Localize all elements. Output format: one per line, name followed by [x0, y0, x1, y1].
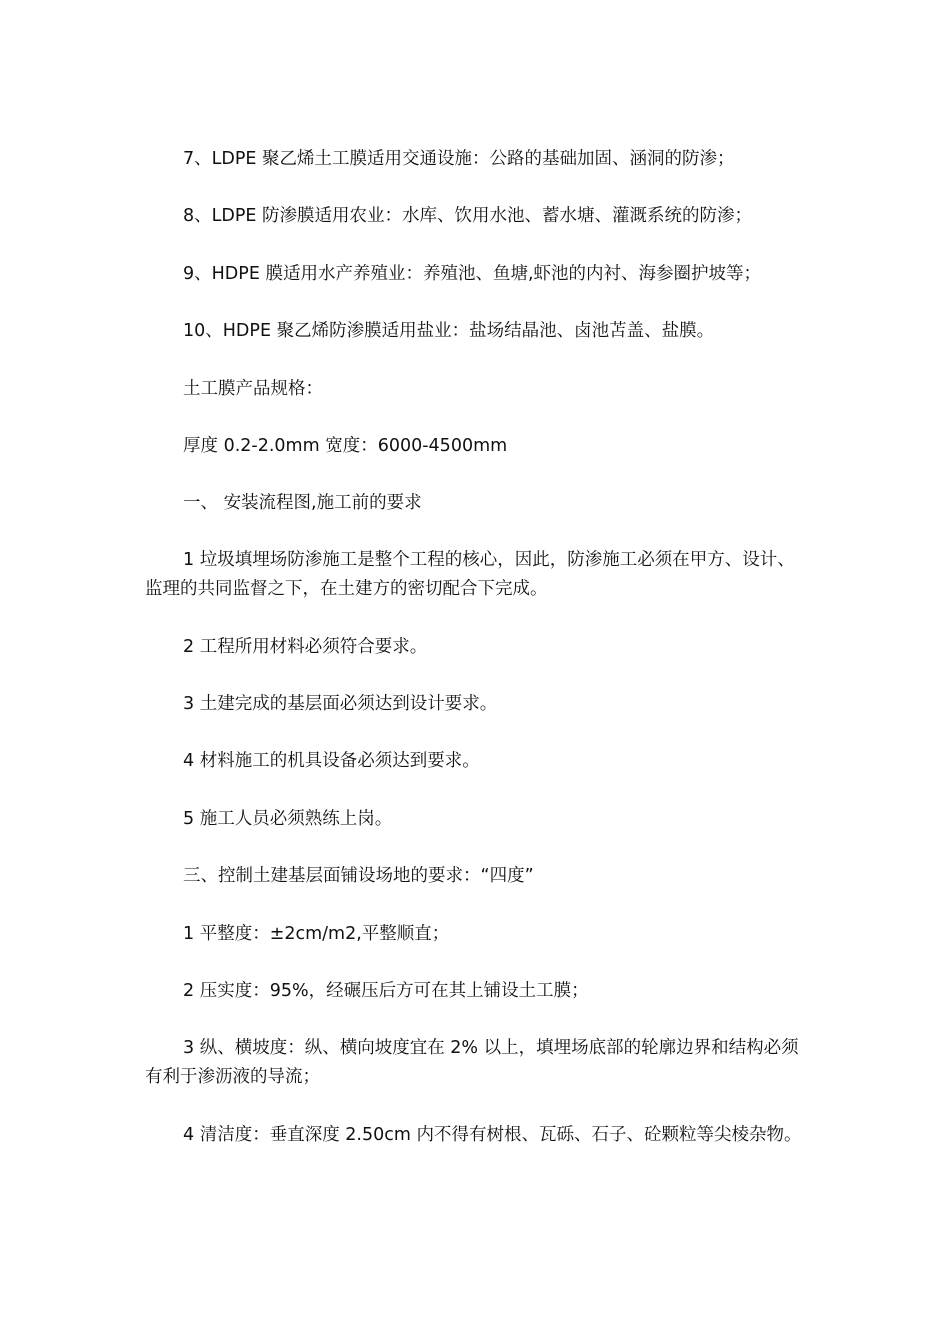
paragraph-9-hdpe-aquaculture: 9、HDPE 膜适用水产养殖业：养殖池、鱼塘,虾池的内衬、海参圈护坡等；	[183, 264, 762, 284]
paragraph-8-ldpe-agriculture: 8、LDPE 防渗膜适用农业：水库、饮用水池、蓄水塘、灌溉系统的防渗；	[183, 206, 753, 226]
paragraph-spec-heading: 土工膜产品规格：	[183, 379, 323, 399]
paragraph-cleanliness: 4 清洁度：垂直深度 2.50cm 内不得有树根、瓦砾、石子、砼颗粒等尖棱杂物。	[183, 1125, 802, 1145]
paragraph-requirement-2: 2 工程所用材料必须符合要求。	[183, 637, 428, 657]
paragraph-compaction: 2 压实度：95%，经碾压后方可在其上铺设土工膜；	[183, 981, 589, 1001]
section-heading-four-degrees: 三、控制土建基层面铺设场地的要求：“四度”	[183, 866, 534, 886]
paragraph-flatness: 1 平整度：±2cm/m2,平整顺直；	[183, 924, 450, 944]
section-heading-installation: 一、 安装流程图,施工前的要求	[183, 493, 422, 513]
paragraph-requirement-4: 4 材料施工的机具设备必须达到要求。	[183, 751, 480, 771]
paragraph-spec-values: 厚度 0.2-2.0mm 宽度：6000-4500mm	[183, 436, 508, 456]
paragraph-7-ldpe-traffic: 7、LDPE 聚乙烯土工膜适用交通设施：公路的基础加固、涵洞的防渗；	[183, 149, 735, 169]
paragraph-requirement-1: 1 垃圾填埋场防渗施工是整个工程的核心，因此，防渗施工必须在甲方、设计、监理的共同监督之下，在土建方的密切配合下完成。	[145, 550, 795, 599]
paragraph-requirement-5: 5 施工人员必须熟练上岗。	[183, 809, 393, 829]
paragraph-10-hdpe-salt: 10、HDPE 聚乙烯防渗膜适用盐业：盐场结晶池、卤池苫盖、盐膜。	[183, 321, 715, 341]
paragraph-requirement-3: 3 土建完成的基层面必须达到设计要求。	[183, 694, 498, 714]
paragraph-slope: 3 纵、横坡度：纵、横向坡度宜在 2% 以上，填埋场底部的轮廓边界和结构必须有利于渗沥液的导流；	[145, 1038, 799, 1087]
